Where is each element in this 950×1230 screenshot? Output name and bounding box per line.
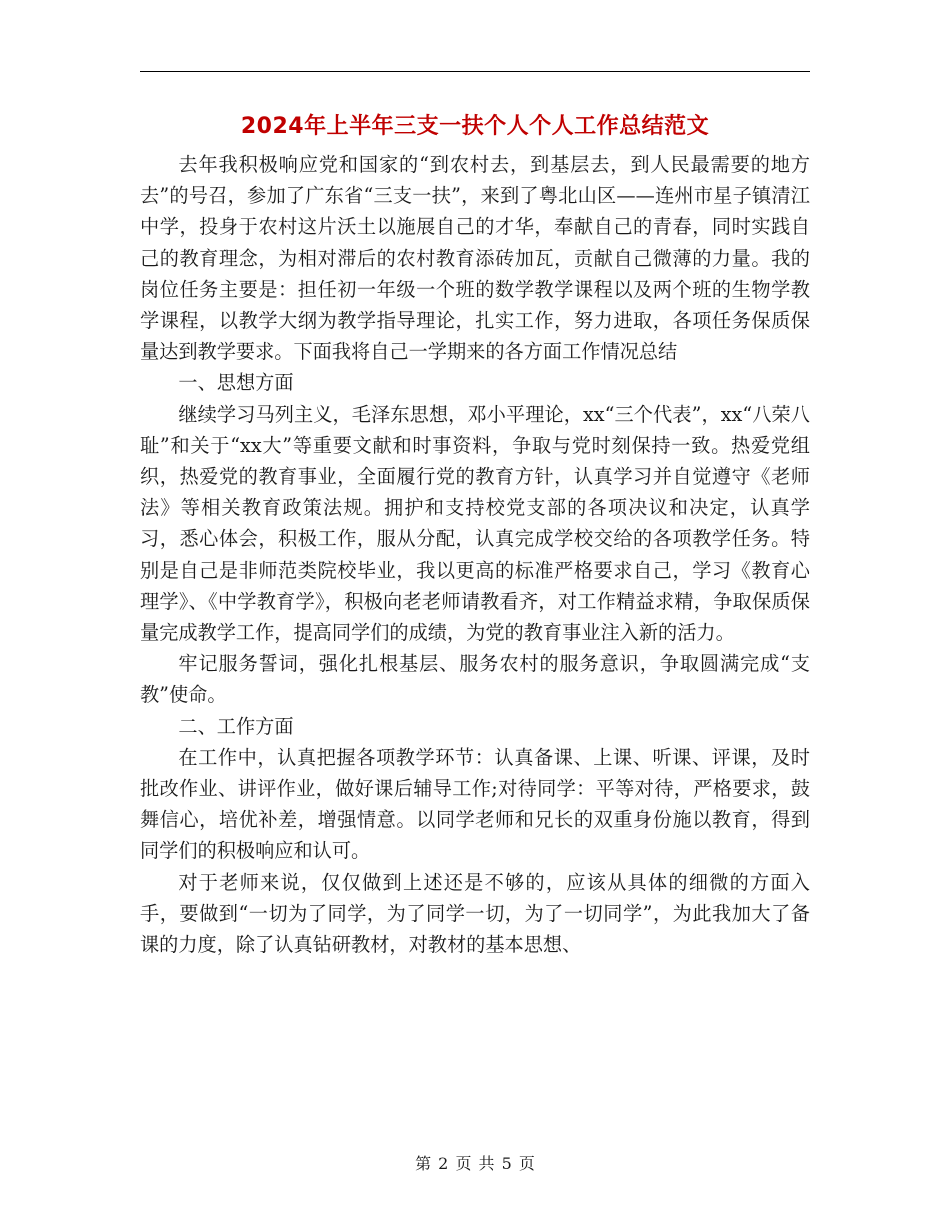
paragraph-teacher: 对于老师来说，仅仅做到上述还是不够的，应该从具体的细微的方面入手，要做到“一切为了同学，为了同学一切，为了一切同学”，为此我加大了备课的力度，除了认真钻研教材，对教材的基本思想、 <box>140 870 810 957</box>
paragraph-intro: 去年我积极响应党和国家的“到农村去，到基层去，到人民最需要的地方去”的号召，参加了广东省“三支一扶”，来到了粤北山区——连州市星子镇清江中学，投身于农村这片沃土以施展自己的才华，奉献自己的青春，同时实践自己的教育理念，为相对滞后的农村教育添砖加瓦，贡献自己微薄的力量。我的岗位任务主要是：担任初一年级一个班的数学教学课程以及两个班的生物学教学课程，以教学大纲为教学指导理论，扎实工作，努力进取，各项任务保质保量达到教学要求。下面我将自己一学期来的各方面工作情况总结 <box>140 153 810 364</box>
paragraph-service-oath: 牢记服务誓词，强化扎根基层、服务农村的服务意识，争取圆满完成“支教”使命。 <box>140 652 810 707</box>
paragraph-work: 在工作中，认真把握各项教学环节：认真备课、上课、听课、评课，及时批改作业、讲评作业，做好课后辅导工作;对待同学：平等对待，严格要求，鼓舞信心，培优补差，增强情意。以同学老师和兄长的双重身份施以教育，得到同学们的积极响应和认可。 <box>140 745 810 863</box>
page-footer: 第 2 页 共 5 页 <box>415 1154 535 1173</box>
paragraph-thought: 继续学习马列主义，毛泽东思想，邓小平理论，xx“三个代表”，xx“八荣八耻”和关于“xx大”等重要文献和时事资料，争取与党时刻保持一致。热爱党组织，热爱党的教育事业，全面履行党的教育方针，认真学习并自觉遵守《老师法》等相关教育政策法规。拥护和支持校党支部的各项决议和决定，认真学习，悉心体会，积极工作，服从分配，认真完成学校交给的各项教学任务。特别是自己是非师范类院校毕业，我以更高的标准严格要求自己，学习《教育心理学》、《中学教育学》，积极向老老师请教看齐，对工作精益求精，争取保质保量完成教学工作，提高同学们的成绩，为党的教育事业注入新的活力。 <box>140 402 810 645</box>
section-heading-thought: 一、思想方面 <box>178 371 294 395</box>
document-title: 2024年上半年三支一扶个人个人工作总结范文 <box>240 114 710 139</box>
header-rule <box>140 71 810 72</box>
document-body <box>140 149 810 960</box>
section-heading-work: 二、工作方面 <box>178 714 294 738</box>
